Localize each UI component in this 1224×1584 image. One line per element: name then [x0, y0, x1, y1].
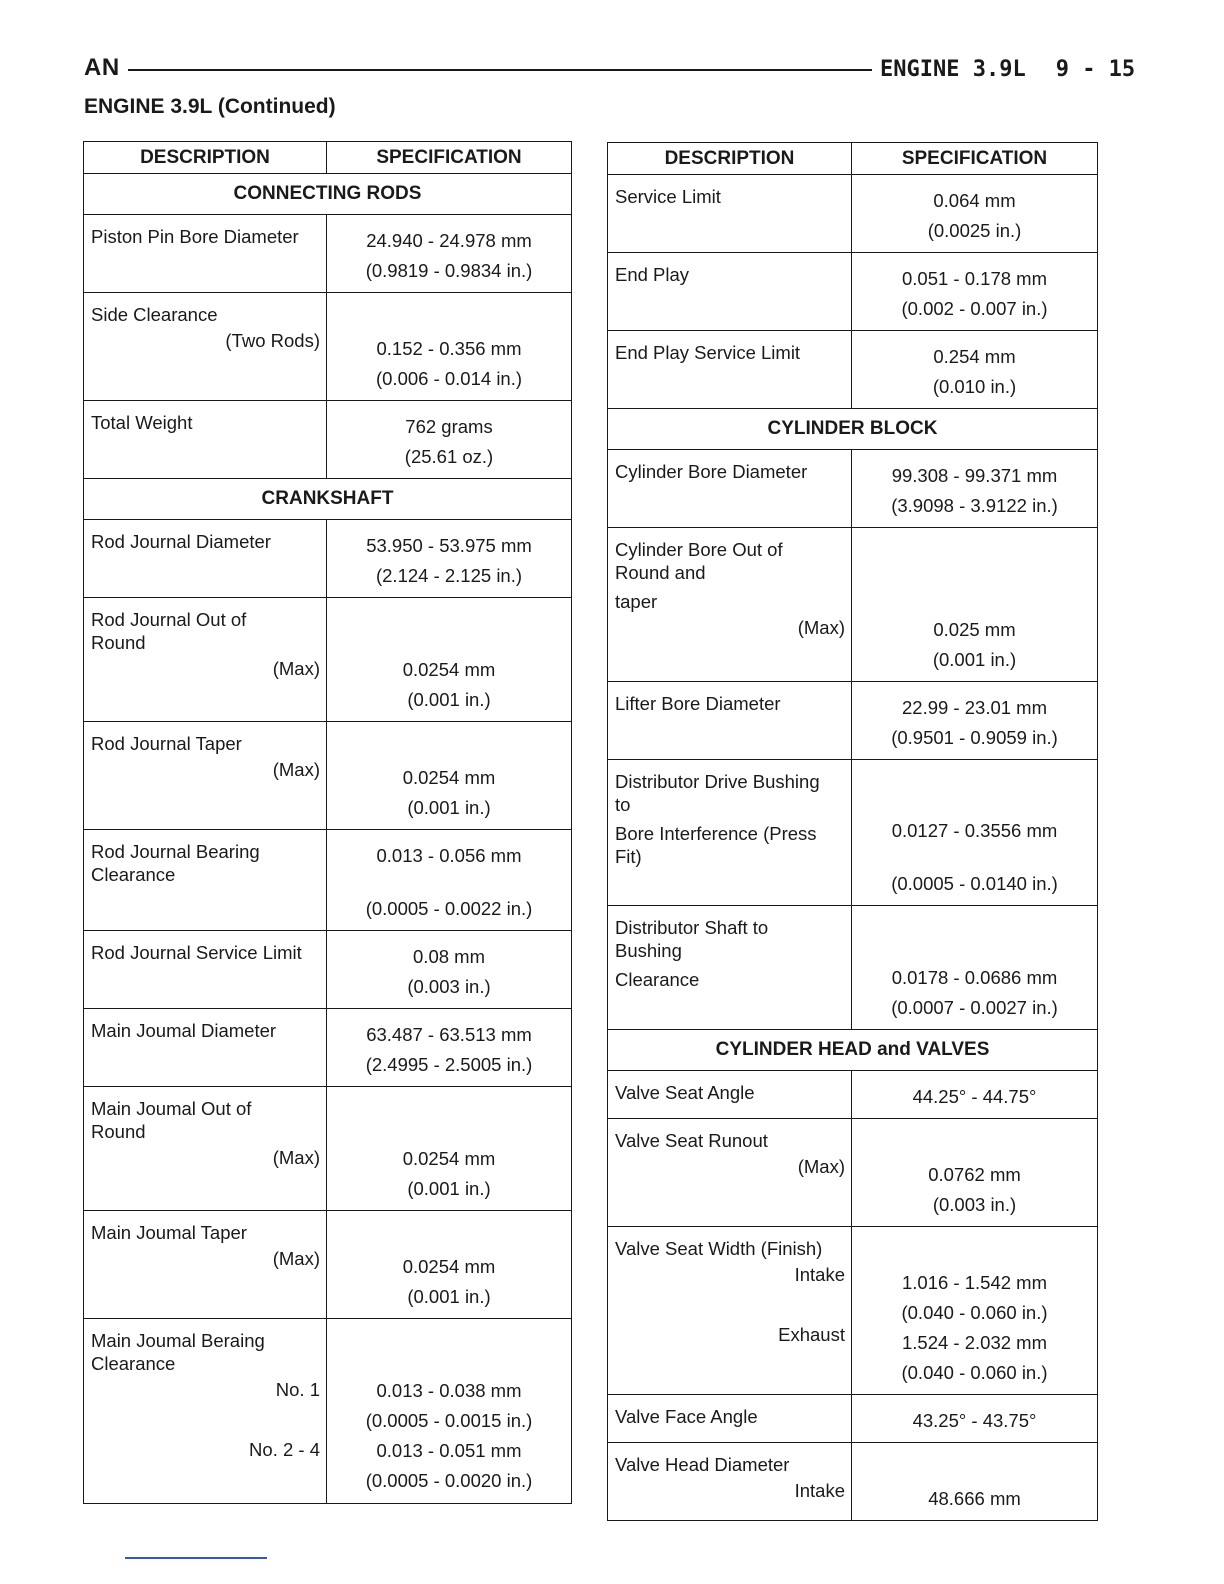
spec-desc: Side Clearance (Two Rods) — [84, 293, 327, 401]
spec-value: 762 grams (25.61 oz.) — [327, 401, 572, 479]
table-row — [608, 528, 1098, 682]
table-row — [84, 401, 572, 479]
spec-desc: Total Weight — [84, 401, 327, 479]
spec-desc: Piston Pin Bore Diameter — [84, 215, 327, 293]
table-row — [84, 722, 572, 830]
table-row — [608, 331, 1098, 409]
header-right — [880, 57, 1135, 82]
column-header-specification: SPECIFICATION — [327, 142, 572, 174]
table-row — [608, 1119, 1098, 1227]
table-row — [84, 598, 572, 722]
spec-value: 24.940 - 24.978 mm (0.9819 - 0.9834 in.) — [327, 215, 572, 293]
spec-desc: Rod Journal Out of Round (Max) — [84, 598, 327, 722]
table-row — [608, 760, 1098, 906]
section-crankshaft: CRANKSHAFT — [84, 479, 572, 520]
column-header-description: DESCRIPTION — [608, 143, 852, 175]
header-rule — [128, 69, 872, 71]
spec-desc: Rod Journal Taper (Max) — [84, 722, 327, 830]
table-row — [84, 830, 572, 931]
spec-value: 63.487 - 63.513 mm (2.4995 - 2.5005 in.) — [327, 1009, 572, 1087]
page-number: 9 - 15 — [1055, 57, 1136, 82]
spec-desc: Cylinder Bore Diameter — [608, 450, 852, 528]
spec-value: 0.152 - 0.356 mm (0.006 - 0.014 in.) — [327, 293, 572, 401]
table-row — [608, 906, 1098, 1030]
spec-desc: End Play Service Limit — [608, 331, 852, 409]
spec-desc: Service Limit — [608, 175, 852, 253]
spec-value: 0.025 mm (0.001 in.) — [852, 528, 1098, 682]
spec-value: 22.99 - 23.01 mm (0.9501 - 0.9059 in.) — [852, 682, 1098, 760]
spec-desc: Distributor Shaft to Bushing Clearance — [608, 906, 852, 1030]
section-cylinder-block: CYLINDER BLOCK — [608, 409, 1098, 450]
spec-desc: Rod Journal Service Limit — [84, 931, 327, 1009]
spec-value: 43.25° - 43.75° — [852, 1395, 1098, 1443]
spec-desc: Main Joumal Diameter — [84, 1009, 327, 1087]
footer-rule — [125, 1557, 267, 1559]
spec-desc: Distributor Drive Bushing to Bore Interference (Press Fit) — [608, 760, 852, 906]
table-row — [84, 215, 572, 293]
table-row — [84, 520, 572, 598]
spec-desc: Valve Seat Width (Finish) Intake Exhaust — [608, 1227, 852, 1395]
spec-value: 0.0762 mm (0.003 in.) — [852, 1119, 1098, 1227]
spec-value: 0.0178 - 0.0686 mm (0.0007 - 0.0027 in.) — [852, 906, 1098, 1030]
spec-table-left — [83, 141, 572, 1504]
section-cylinder-head-valves: CYLINDER HEAD and VALVES — [608, 1030, 1098, 1071]
spec-value: 44.25° - 44.75° — [852, 1071, 1098, 1119]
spec-desc: Valve Seat Angle — [608, 1071, 852, 1119]
spec-value: 0.0254 mm (0.001 in.) — [327, 1211, 572, 1319]
spec-value: 0.0127 - 0.3556 mm (0.0005 - 0.0140 in.) — [852, 760, 1098, 906]
spec-desc: Lifter Bore Diameter — [608, 682, 852, 760]
table-row — [608, 450, 1098, 528]
spec-value: 0.013 - 0.056 mm (0.0005 - 0.0022 in.) — [327, 830, 572, 931]
table-row — [608, 682, 1098, 760]
spec-desc: Main Joumal Out of Round (Max) — [84, 1087, 327, 1211]
column-header-specification: SPECIFICATION — [852, 143, 1098, 175]
spec-desc: Main Joumal Taper (Max) — [84, 1211, 327, 1319]
header-vehicle-code: AN — [84, 54, 120, 81]
table-row — [84, 293, 572, 401]
spec-value: 0.0254 mm (0.001 in.) — [327, 1087, 572, 1211]
table-row — [84, 1087, 572, 1211]
spec-desc: End Play — [608, 253, 852, 331]
header-section: ENGINE 3.9L — [880, 57, 1026, 82]
section-connecting-rods: CONNECTING RODS — [84, 174, 572, 215]
spec-value: 48.666 mm — [852, 1443, 1098, 1521]
spec-value: 0.254 mm (0.010 in.) — [852, 331, 1098, 409]
spec-desc: Valve Face Angle — [608, 1395, 852, 1443]
spec-desc: Valve Seat Runout (Max) — [608, 1119, 852, 1227]
spec-desc: Rod Journal Bearing Clearance — [84, 830, 327, 931]
table-row — [608, 1071, 1098, 1119]
spec-value: 1.016 - 1.542 mm (0.040 - 0.060 in.) 1.524 - 2.032 mm (0.040 - 0.060 in.) — [852, 1227, 1098, 1395]
table-row — [84, 931, 572, 1009]
spec-value: 99.308 - 99.371 mm (3.9098 - 3.9122 in.) — [852, 450, 1098, 528]
column-header-description: DESCRIPTION — [84, 142, 327, 174]
spec-value: 0.0254 mm (0.001 in.) — [327, 598, 572, 722]
spec-value: 53.950 - 53.975 mm (2.124 - 2.125 in.) — [327, 520, 572, 598]
table-row — [84, 1319, 572, 1504]
spec-table-right — [607, 142, 1098, 1521]
spec-desc: Cylinder Bore Out of Round and taper (Max) — [608, 528, 852, 682]
spec-desc: Main Joumal Beraing Clearance No. 1 No. 2 - 4 — [84, 1319, 327, 1504]
table-row — [608, 1227, 1098, 1395]
spec-desc: Valve Head Diameter Intake — [608, 1443, 852, 1521]
table-row — [84, 1211, 572, 1319]
spec-value: 0.064 mm (0.0025 in.) — [852, 175, 1098, 253]
table-row — [608, 175, 1098, 253]
spec-desc: Rod Journal Diameter — [84, 520, 327, 598]
page-title: ENGINE 3.9L (Continued) — [84, 95, 336, 118]
table-row — [84, 1009, 572, 1087]
spec-value: 0.051 - 0.178 mm (0.002 - 0.007 in.) — [852, 253, 1098, 331]
spec-value: 0.0254 mm (0.001 in.) — [327, 722, 572, 830]
table-row — [608, 1443, 1098, 1521]
table-row — [608, 253, 1098, 331]
spec-value: 0.08 mm (0.003 in.) — [327, 931, 572, 1009]
spec-value: 0.013 - 0.038 mm (0.0005 - 0.0015 in.) 0.013 - 0.051 mm (0.0005 - 0.0020 in.) — [327, 1319, 572, 1504]
table-row — [608, 1395, 1098, 1443]
